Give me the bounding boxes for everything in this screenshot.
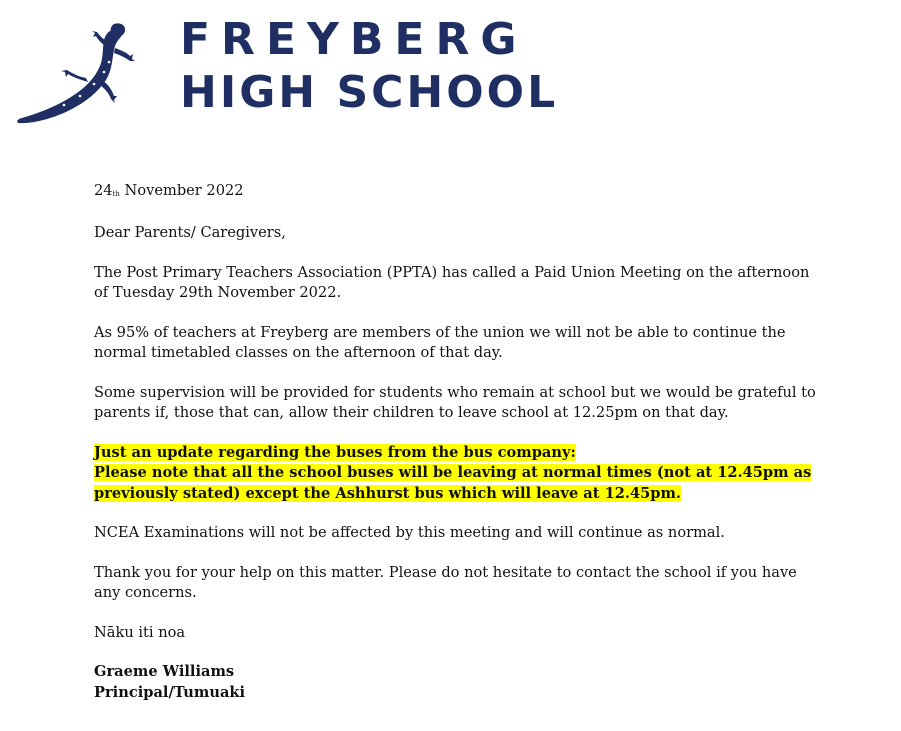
paragraph-supervision: Some supervision will be provided for students who remain at school but we would be grateful to parents if, those that can, allow their children to leave school at 12.25pm on that day.	[94, 383, 816, 422]
signature-block	[94, 662, 824, 703]
paragraph-union-meeting: The Post Primary Teachers Association (PPTA) has called a Paid Union Meeting on the afternoon of Tuesday 29th November 2022.	[94, 263, 810, 302]
date-suffix: th	[112, 190, 120, 198]
school-name-line2: HIGH SCHOOL	[180, 67, 559, 118]
school-name-line1: FREYBERG	[180, 14, 528, 65]
bus-update-heading: Just an update regarding the buses from the bus company:	[94, 443, 576, 461]
letter-date	[94, 181, 824, 205]
bus-update-details: Please note that all the school buses will be leaving at normal times (not at 12.45pm as previously stated) except the Ashhurst bus which will leave at 12.45pm.	[94, 464, 812, 502]
closing: Nāku iti noa	[94, 623, 186, 641]
lizard-icon	[14, 22, 136, 126]
bus-update-notice	[94, 443, 824, 505]
salutation: Dear Parents/ Caregivers,	[94, 224, 286, 242]
date-month-year: November 2022	[119, 182, 244, 199]
paragraph-classes: As 95% of teachers at Freyberg are members of the union we will not be able to continue the normal timetabled classes on the afternoon of that day.	[94, 323, 786, 362]
paragraph-ncea: NCEA Examinations will not be affected by this meeting and will continue as normal.	[94, 524, 725, 542]
letterhead	[0, 0, 901, 140]
signatory-title: Principal/Tumuaki	[94, 683, 246, 701]
letter-body	[94, 181, 824, 722]
school-name	[180, 14, 559, 118]
paragraph-thanks: Thank you for your help on this matter. Please do not hesitate to contact the school if you have any concerns.	[94, 563, 797, 602]
signatory-name: Graeme Williams	[94, 663, 235, 681]
date-day: 24	[94, 182, 113, 199]
